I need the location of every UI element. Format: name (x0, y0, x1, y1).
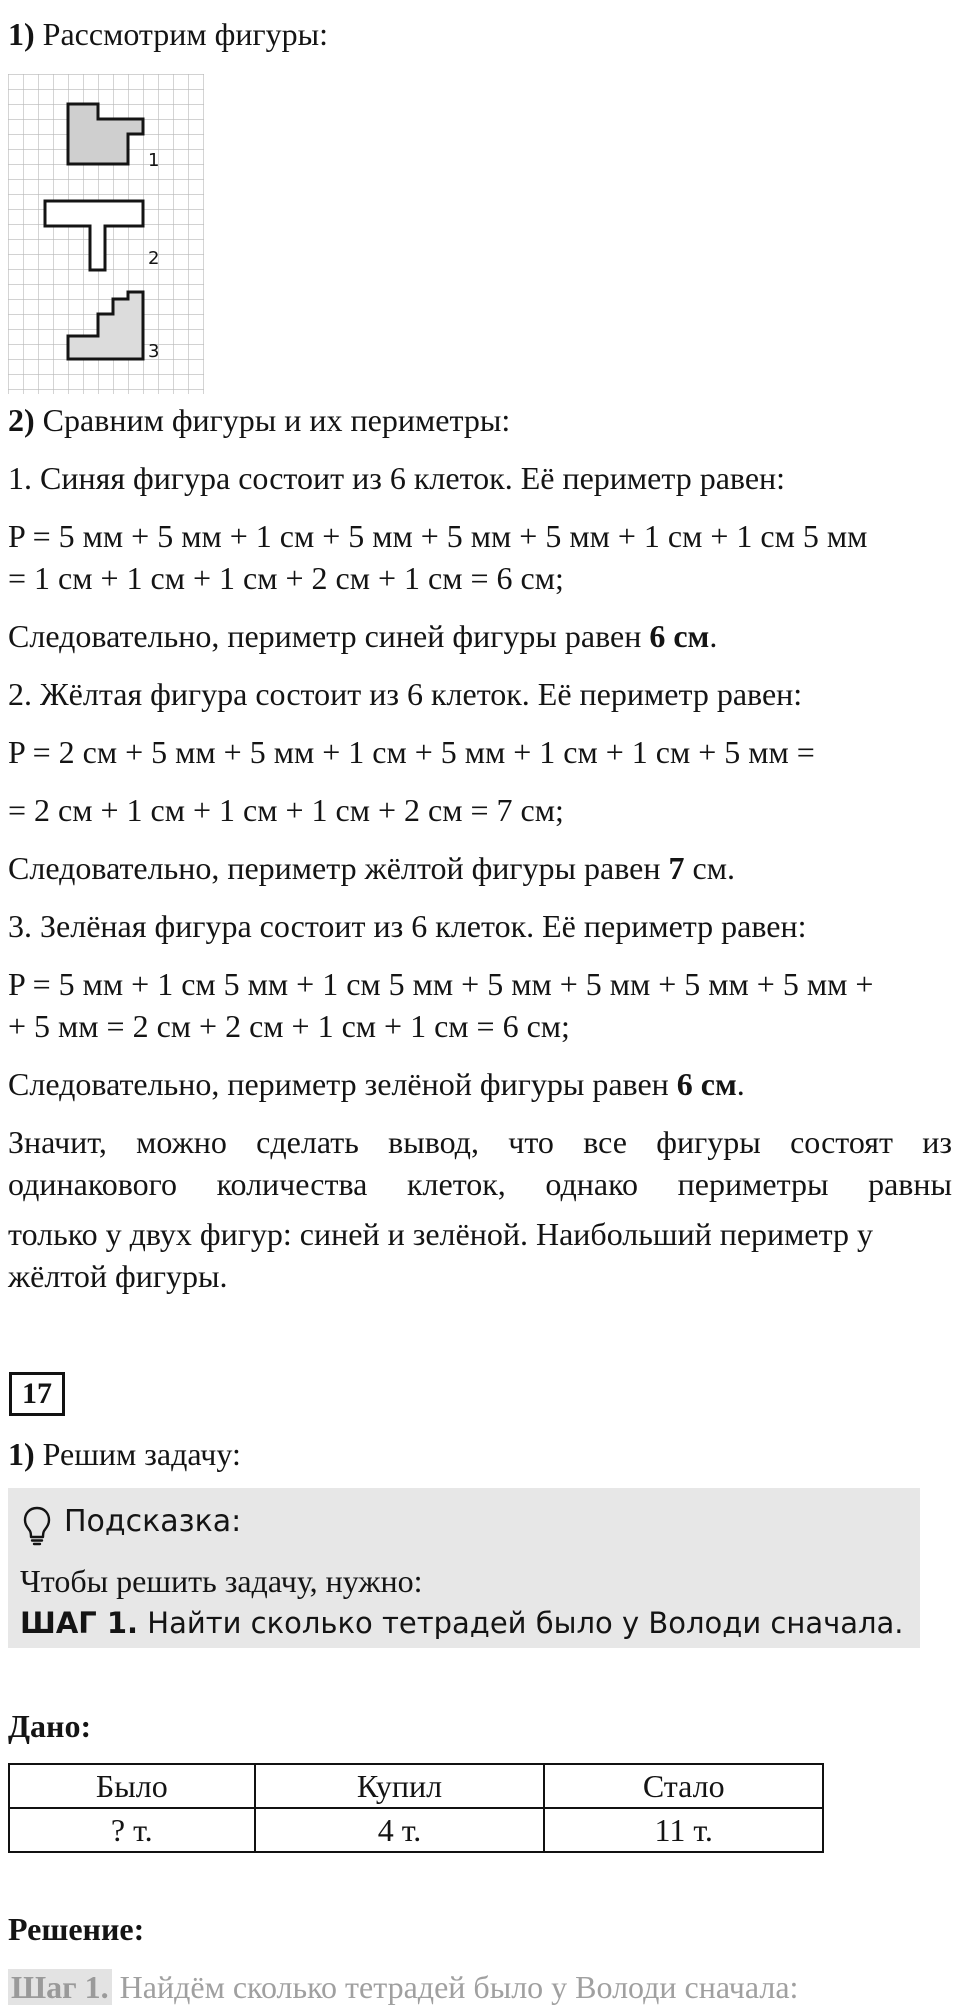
yellow-perimeter-number: 7 (668, 850, 685, 886)
yellow-conclusion-period: . (726, 850, 735, 886)
figure-3-label: 3 (148, 341, 160, 362)
figure-1-label: 1 (148, 150, 160, 171)
blue-perimeter-value: 6 см (649, 618, 710, 654)
yellow-conclusion (8, 846, 952, 890)
green-conclusion (8, 1062, 952, 1106)
given-table-cell: 11 т. (544, 1808, 823, 1852)
given-table-header: Было (9, 1764, 255, 1808)
hint-text: Чтобы решить задачу, нужно: (20, 1563, 423, 1599)
hint-title: Подсказка: (64, 1504, 242, 1539)
summary-line-4: жёлтой фигуры. (8, 1258, 228, 1294)
task-number-badge: 17 (9, 1372, 65, 1416)
part2-heading (8, 398, 952, 442)
given-table-header: Стало (544, 1764, 823, 1808)
part1-text: Рассмотрим фигуры: (34, 16, 329, 52)
blue-perimeter-formula-line2: = 1 см + 1 см + 1 см + 2 см + 1 см = 6 см; (8, 560, 564, 596)
hint-step-text: Найти сколько тетрадей было у Володи сначала. (138, 1606, 904, 1640)
task17-part1-text: Решим задачу: (34, 1436, 241, 1472)
given-table-cell: ? т. (9, 1808, 255, 1852)
blue-figure-intro: 1. Синяя фигура состоит из 6 клеток. Её периметр равен: (8, 460, 786, 496)
hint-step-label: ШАГ 1. (20, 1606, 139, 1640)
yellow-conclusion-text: Следовательно, периметр жёлтой фигуры равен (8, 850, 669, 886)
green-perimeter-value: 6 см (676, 1066, 737, 1102)
summary-line-2: одинакового количества клеток, однако периметры равны (8, 1166, 952, 1202)
figure-2-label: 2 (148, 248, 160, 269)
given-table-header-row (9, 1764, 823, 1808)
green-conclusion-text: Следовательно, периметр зелёной фигуры равен (8, 1066, 677, 1102)
part2-text: Сравним фигуры и их периметры: (34, 402, 511, 438)
summary-line-1: Значит, можно сделать вывод, что все фигуры состоят из (8, 1124, 952, 1160)
blue-perimeter-formula-line1: P = 5 мм + 5 мм + 1 см + 5 мм + 5 мм + 5 мм + 1 см + 1 см 5 мм (8, 518, 868, 554)
green-figure-intro: 3. Зелёная фигура состоит из 6 клеток. Её периметр равен: (8, 908, 807, 944)
yellow-perimeter-formula-line1: P = 2 см + 5 мм + 5 мм + 1 см + 5 мм + 1 см + 1 см + 5 мм = (8, 734, 815, 770)
part2-number: 2) (8, 402, 35, 438)
task17-part1-number: 1) (8, 1436, 35, 1472)
blue-conclusion-text: Следовательно, периметр синей фигуры равен (8, 618, 650, 654)
given-table (8, 1763, 824, 1853)
solution-step-1-label: Шаг 1. (8, 1969, 112, 2005)
blue-conclusion (8, 614, 952, 658)
blue-conclusion-period: . (709, 618, 718, 654)
given-label-text: Дано: (8, 1708, 92, 1744)
part1-heading (8, 12, 952, 56)
yellow-perimeter-formula-line2: = 2 см + 1 см + 1 см + 1 см + 2 см = 7 см; (8, 792, 564, 828)
hint-box (8, 1488, 920, 1648)
part1-number: 1) (8, 16, 35, 52)
grid-figures-image (8, 74, 204, 394)
solution-label (8, 1907, 952, 1951)
given-table-value-row (9, 1808, 823, 1852)
summary-line-3: только у двух фигур: синей и зелёной. Наибольший периметр у (8, 1216, 873, 1252)
solution-step-1-text: Найдём сколько тетрадей было у Володи сначала: (111, 1969, 799, 2005)
green-perimeter-formula-line2: + 5 мм = 2 см + 2 см + 1 см + 1 см = 6 см; (8, 1008, 570, 1044)
lightbulb-icon (22, 1506, 52, 1546)
solution-step-1 (8, 1965, 798, 2009)
given-label (8, 1704, 952, 1748)
yellow-perimeter-unit: см (684, 850, 727, 886)
hint-step (20, 1602, 904, 1644)
given-table-header: Купил (255, 1764, 545, 1808)
green-perimeter-formula-line1: P = 5 мм + 1 см 5 мм + 1 см 5 мм + 5 мм + 5 мм + 5 мм + 5 мм + (8, 966, 874, 1002)
task17-part1-heading (8, 1432, 952, 1476)
given-table-cell: 4 т. (255, 1808, 545, 1852)
green-conclusion-period: . (736, 1066, 745, 1102)
yellow-figure-intro: 2. Жёлтая фигура состоит из 6 клеток. Её периметр равен: (8, 676, 803, 712)
solution-label-text: Решение: (8, 1911, 145, 1947)
